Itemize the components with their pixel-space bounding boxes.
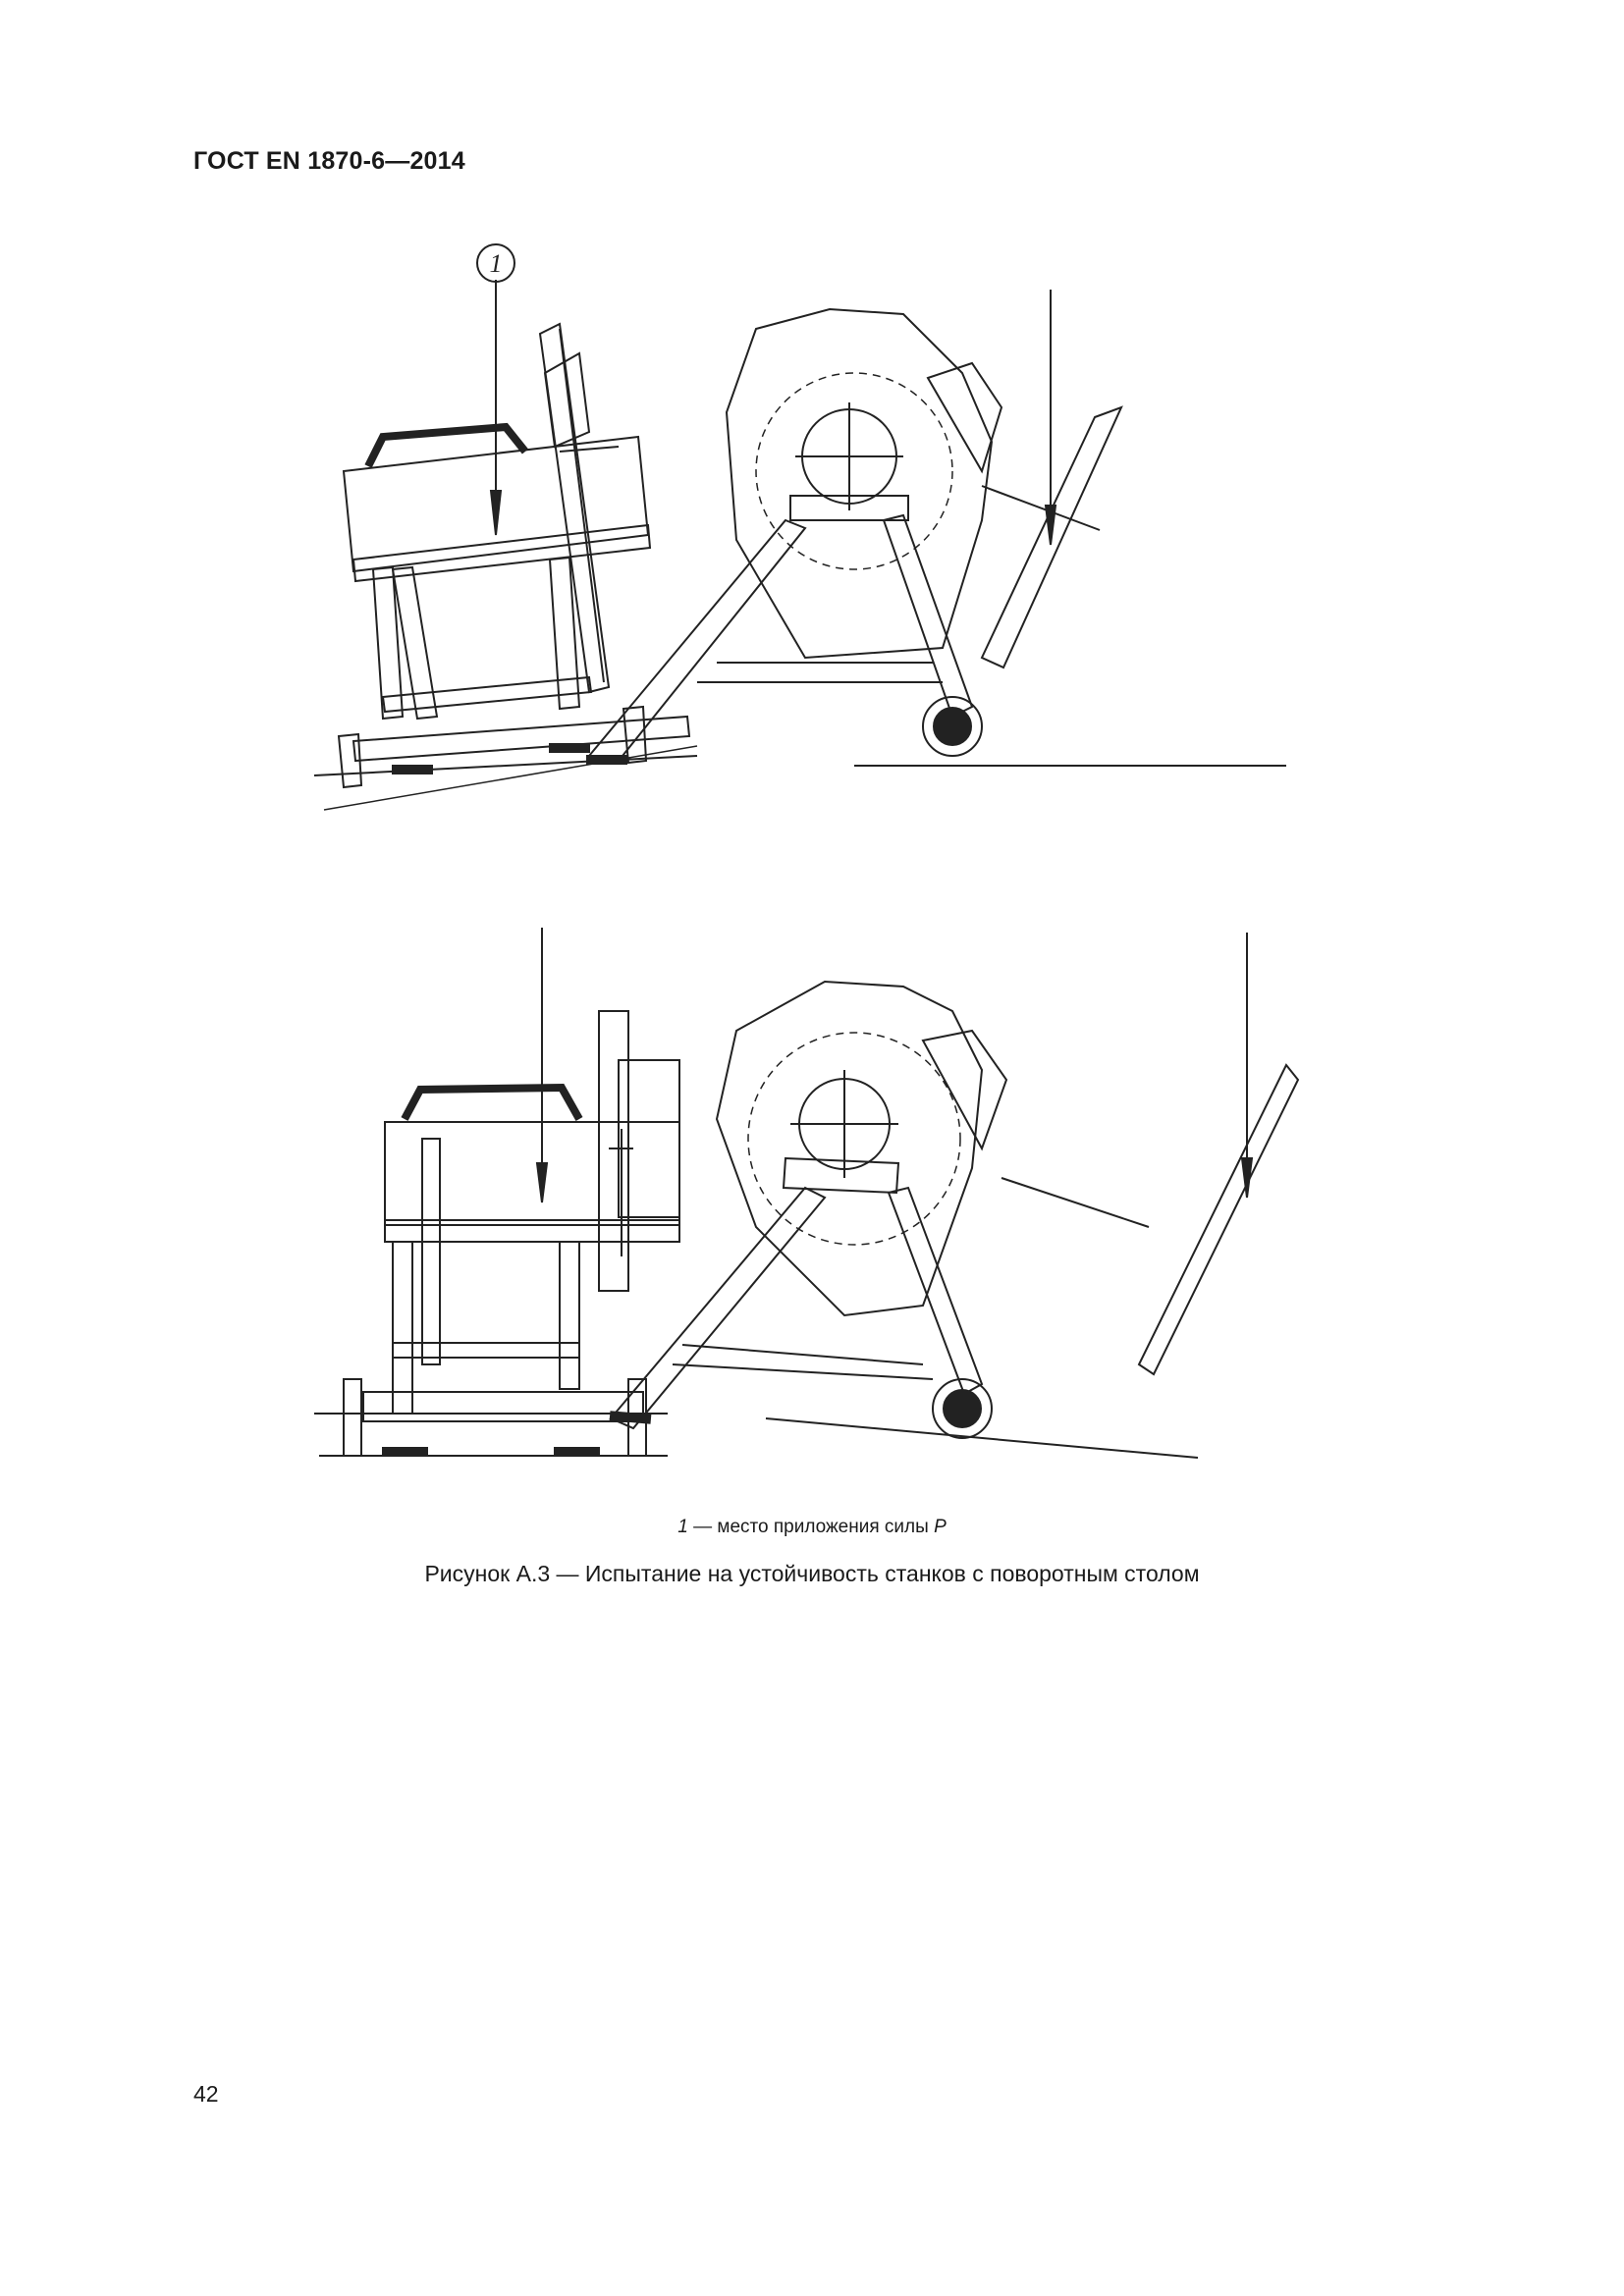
drawing-top-left bbox=[314, 244, 697, 810]
callout-label: 1 bbox=[489, 249, 503, 278]
legend-symbol: P bbox=[934, 1517, 947, 1537]
document-header: ГОСТ EN 1870-6—2014 bbox=[193, 147, 465, 175]
drawing-bottom-right bbox=[611, 933, 1298, 1458]
drawing-top-right bbox=[587, 290, 1286, 766]
figure-caption: Рисунок А.3 — Испытание на устойчивость станков с поворотным столом bbox=[424, 1561, 1200, 1586]
figure-legend bbox=[0, 1517, 1624, 1538]
figure-stability-test bbox=[295, 236, 1326, 1492]
drawing-bottom-left bbox=[314, 928, 679, 1456]
legend-text: — место приложения силы bbox=[687, 1517, 935, 1537]
technical-drawing bbox=[295, 236, 1326, 1492]
legend-number: 1 bbox=[677, 1517, 688, 1537]
page-number: 42 bbox=[193, 2081, 219, 2107]
